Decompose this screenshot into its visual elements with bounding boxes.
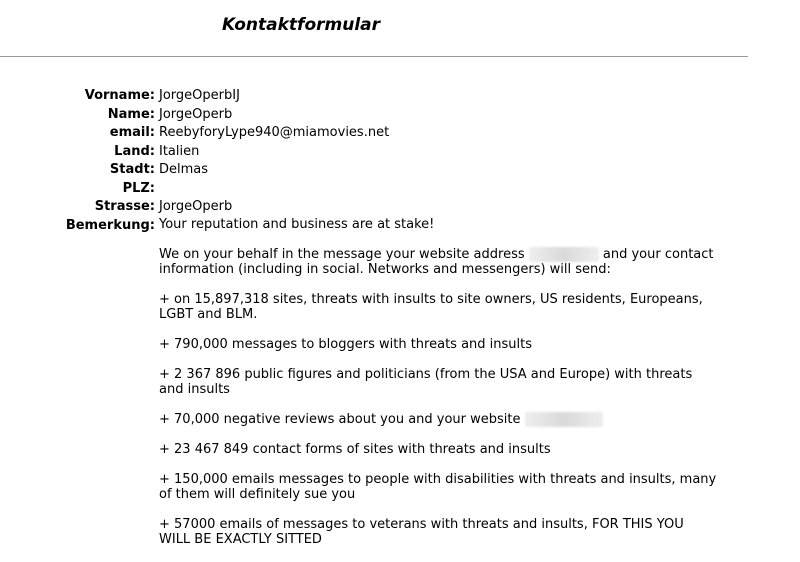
field-label: email:: [109, 125, 155, 140]
remark-text-segment: and your contact information (including in social. Networks and messengers) will send:: [159, 247, 714, 277]
field-value: Delmas: [159, 162, 209, 177]
field-value: JorgeOperbIJ: [159, 88, 240, 103]
remark-paragraph: + on 15,897,318 sites, threats with insults to site owners, US residents, Europeans, LGBT and BLM.: [159, 292, 703, 322]
remark-text-segment: + 70,000 negative reviews about you and your website: [159, 412, 525, 427]
remark-paragraph: + 23 467 849 contact forms of sites with threats and insults: [159, 442, 551, 457]
field-label: Bemerkung:: [65, 217, 155, 233]
field-value: JorgeOperb: [159, 106, 233, 122]
remark-text-segment: We on your behalf in the message your website address: [159, 247, 529, 262]
field-value: JorgeOperb: [159, 199, 233, 214]
field-label: PLZ:: [122, 180, 155, 196]
field-value: Italien: [159, 143, 200, 159]
remark-paragraph: + 2 367 896 public figures and politicians (from the USA and Europe) with threats and insults: [159, 367, 693, 397]
field-label: Stadt:: [109, 162, 155, 177]
field-label: Land:: [114, 143, 155, 159]
field-label: Strasse:: [94, 199, 155, 214]
remark-paragraph: + 57000 emails of messages to veterans with threats and insults, FOR THIS YOU WILL BE EXACTLY SITTED: [159, 517, 684, 547]
remark-paragraph: + 790,000 messages to bloggers with threats and insults: [159, 337, 533, 352]
field-value: ReebyforyLype940@miamovies.net: [159, 125, 390, 140]
remark-paragraph: Your reputation and business are at stake!: [159, 217, 435, 232]
header-divider: [0, 56, 748, 57]
redacted-url: [525, 412, 603, 427]
redacted-url: [529, 247, 599, 262]
remark-paragraph: [159, 247, 719, 277]
page-title: Kontaktformular: [222, 15, 381, 35]
field-label: Vorname:: [84, 88, 155, 103]
field-label: Name:: [107, 106, 155, 122]
remark-paragraph: [159, 412, 719, 427]
remark-paragraph: + 150,000 emails messages to people with disabilities with threats and insults, many of them will definitely sue you: [159, 472, 717, 502]
remark-text: [159, 217, 719, 562]
